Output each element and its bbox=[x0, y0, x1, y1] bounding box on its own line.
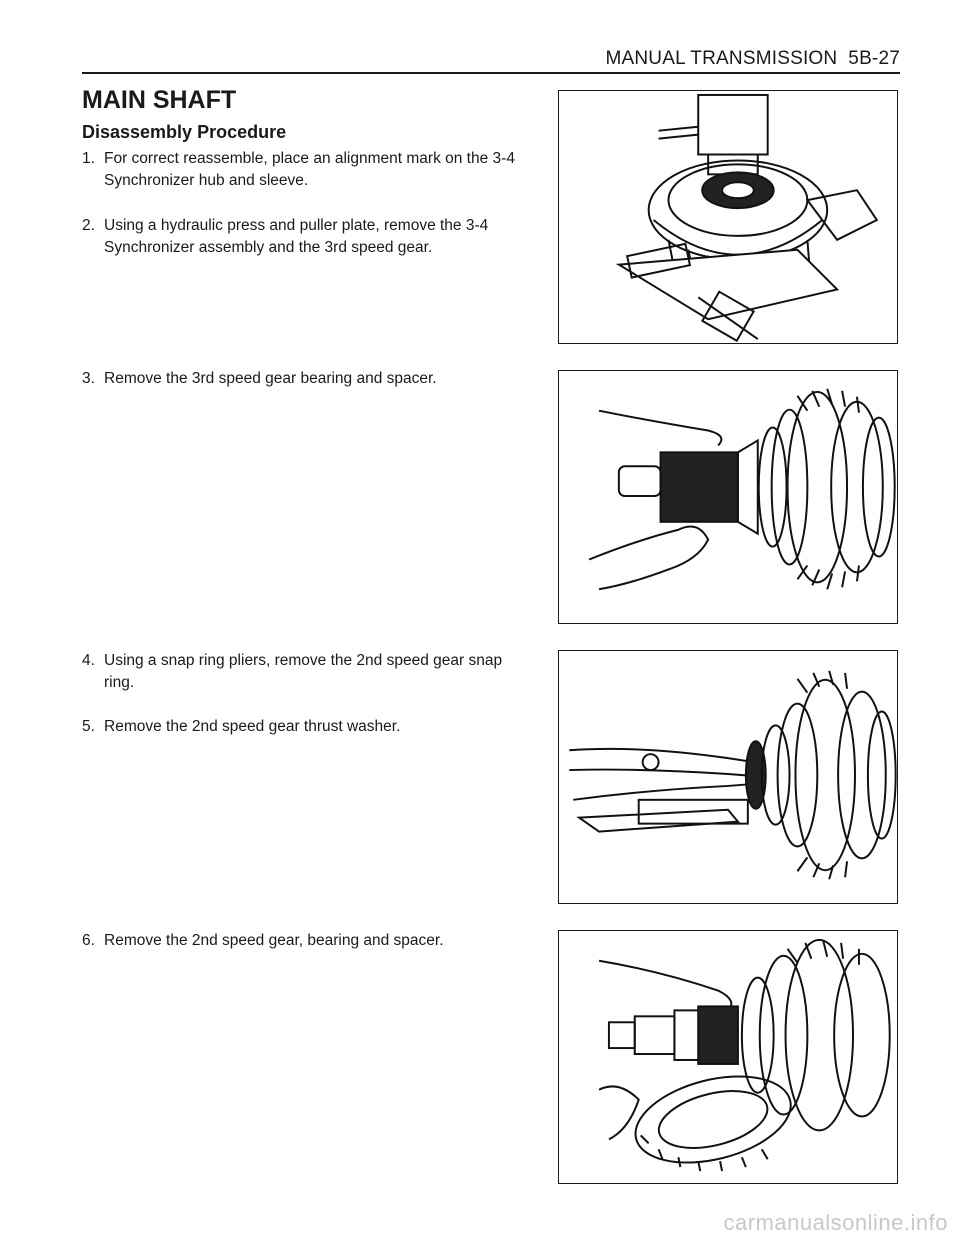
snap-ring-pliers-illustration bbox=[559, 651, 897, 903]
step-1 bbox=[82, 148, 522, 192]
header-divider bbox=[82, 72, 900, 74]
page-number: 5B-27 bbox=[848, 48, 900, 69]
step-4 bbox=[82, 650, 522, 694]
step-text: Remove the 3rd speed gear bearing and spacer. bbox=[104, 370, 437, 387]
section-subtitle: Disassembly Procedure bbox=[82, 122, 287, 142]
step-5 bbox=[82, 716, 522, 738]
step-text: Remove the 2nd speed gear thrust washer. bbox=[104, 718, 401, 735]
step-number: 4. bbox=[82, 652, 95, 669]
figure-snap-ring-pliers bbox=[558, 650, 898, 904]
watermark: carmanualsonline.info bbox=[723, 1210, 948, 1235]
step-2 bbox=[82, 215, 522, 259]
step-number: 1. bbox=[82, 150, 95, 167]
step-number: 2. bbox=[82, 217, 95, 234]
step-text: Using a hydraulic press and puller plate, remove the 3-4 Synchronizer assembly and the 3rd speed gear. bbox=[104, 217, 489, 256]
step-text: Using a snap ring pliers, remove the 2nd speed gear snap ring. bbox=[104, 652, 503, 691]
step-number: 5. bbox=[82, 718, 95, 735]
page-title: MAIN SHAFT bbox=[82, 86, 237, 114]
step-text: For correct reassemble, place an alignment mark on the 3-4 Synchronizer hub and sleeve. bbox=[104, 150, 515, 189]
hydraulic-press-puller-illustration bbox=[559, 91, 897, 343]
gear-removal-illustration bbox=[559, 931, 897, 1183]
figure-bearing-removal bbox=[558, 370, 898, 624]
step-6 bbox=[82, 930, 522, 952]
step-text: Remove the 2nd speed gear, bearing and spacer. bbox=[104, 932, 444, 949]
figure-gear-removal bbox=[558, 930, 898, 1184]
page-header bbox=[605, 48, 900, 70]
step-3 bbox=[82, 368, 522, 390]
section-title: MANUAL TRANSMISSION bbox=[605, 48, 838, 69]
step-number: 3. bbox=[82, 370, 95, 387]
figure-press-puller bbox=[558, 90, 898, 344]
hand-removing-bearing-illustration bbox=[559, 371, 897, 623]
step-number: 6. bbox=[82, 932, 95, 949]
